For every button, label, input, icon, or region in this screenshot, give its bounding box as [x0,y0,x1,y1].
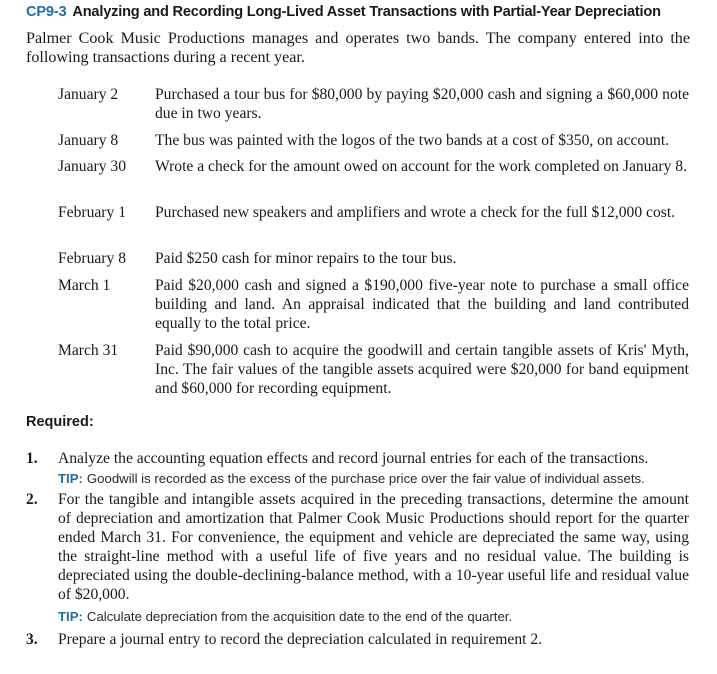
required-heading: Required: [26,414,94,430]
transaction-date: February 8 [58,250,126,267]
requirement-number: 1. [26,450,38,467]
requirement-text: Prepare a journal entry to record the depreciation calculated in requirement 2. [58,631,543,648]
problem-code: CP9-3 [26,4,67,20]
problem-title-text: Analyzing and Recording Long-Lived Asset Transactions with Partial-Year Depreciation [72,4,661,20]
requirement-tip [58,470,698,487]
tip-label: TIP: [58,471,83,486]
transaction-date: January 8 [58,132,119,149]
transaction-date: February 1 [58,204,126,221]
intro-paragraph: Palmer Cook Music Productions manages and operates two bands. The company entered into the following transactions during a recent year. [26,30,690,66]
transaction-date: January 30 [58,158,126,175]
transaction-date: March 31 [58,342,119,359]
transaction-text: Paid $90,000 cash to acquire the goodwill and certain tangible assets of Kris' Myth, Inc. The fair values of the tangible assets acquired were $20,000 for band equipment and $60,000 for recording equipment. [155,342,689,397]
tip-text: Calculate depreciation from the acquisition date to the end of the quarter. [86,609,513,624]
transaction-text: The bus was painted with the logos of the two bands at a cost of $350, on account. [155,132,670,149]
requirement-text: Analyze the accounting equation effects and record journal entries for each of the transactions. [58,450,649,467]
transaction-text: Purchased a tour bus for $80,000 by paying $20,000 cash and signing a $60,000 note due in two years. [155,86,689,122]
transaction-text: Purchased new speakers and amplifiers and wrote a check for the full $12,000 cost. [155,204,676,221]
requirement-number: 2. [26,491,38,508]
transaction-date: January 2 [58,86,119,103]
problem-title [26,4,706,20]
transaction-text: Paid $250 cash for minor repairs to the tour bus. [155,250,457,267]
tip-label: TIP: [58,609,83,624]
requirement-text: For the tangible and intangible assets acquired in the preceding transactions, determine the amount of depreciation and amortization that Palmer Cook Music Productions should report for the quarter ended March 31. For convenience, the equipment and vehicle are depreciated the same way, using the straight-line method with a useful life of five years and no residual value. The building is depreciated using the double-declining-balance method, with a 10-year useful life and residual value of $20,000. [58,491,689,603]
tip-text: Goodwill is recorded as the excess of the purchase price over the fair value of individual assets. [86,471,645,486]
requirement-tip [58,608,698,625]
transaction-text: Wrote a check for the amount owed on account for the work completed on January 8. [155,158,687,175]
transaction-text: Paid $20,000 cash and signed a $190,000 five-year note to purchase a small office building and land. An appraisal indicated that the building and land contributed equally to the total price. [155,277,689,332]
transaction-date: March 1 [58,277,111,294]
requirement-number: 3. [26,631,38,648]
